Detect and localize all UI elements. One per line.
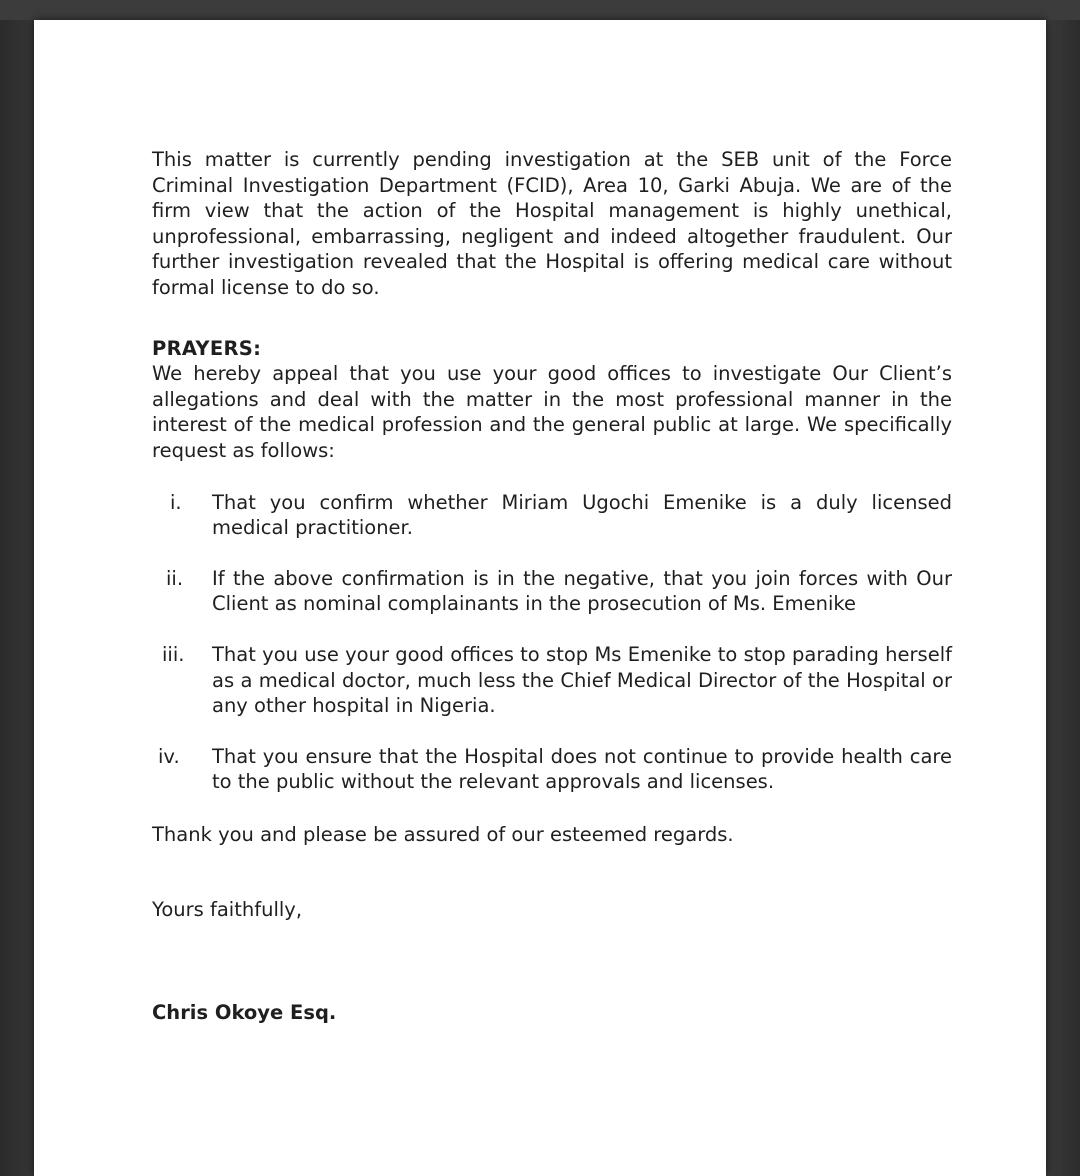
- closing-line: Thank you and please be assured of our esteemed regards.: [152, 822, 734, 846]
- prayers-heading: PRAYERS:: [152, 336, 262, 360]
- background-left: [0, 20, 34, 1176]
- request-list: [152, 490, 952, 795]
- list-item: [152, 566, 952, 617]
- list-item-number: ii.: [166, 566, 184, 590]
- list-item: [152, 642, 952, 719]
- list-item: [152, 490, 952, 541]
- list-item-number: iii.: [162, 642, 185, 666]
- background-right: [1046, 20, 1080, 1176]
- list-item: [152, 744, 952, 795]
- background-strip: [0, 0, 1080, 20]
- paragraph-appeal: We hereby appeal that you use your good offices to investigate Our Client’s allegations and deal with the matter in the most professional manner in the interest of the medical profession and the general public at large. We specifically request as follows:: [152, 362, 952, 462]
- list-item-number: iv.: [158, 744, 180, 768]
- list-item-number: i.: [170, 490, 182, 514]
- signoff: Yours faithfully,: [152, 898, 303, 922]
- paragraph-investigation: This matter is currently pending investigation at the SEB unit of the Force Criminal Investigation Department (FCID), Area 10, Garki Abuja. We are of the firm view that the action of the Hospital management is highly unethical, unprofessional, embarrassing, negligent and indeed altogether fraudulent. Our further investigation revealed that the Hospital is offering medical care without formal license to do so.: [152, 148, 952, 299]
- letter-body: [152, 147, 952, 1026]
- list-item-text: That you use your good offices to stop Ms Emenike to stop parading herself as a medical doctor, much less the Chief Medical Director of the Hospital or any other hospital in Nigeria.: [212, 642, 952, 718]
- document-page: [34, 20, 1046, 1176]
- list-item-text: That you ensure that the Hospital does not continue to provide health care to the public without the relevant approvals and licenses.: [212, 744, 952, 794]
- signature-name: Chris Okoye Esq.: [152, 1001, 337, 1025]
- list-item-text: If the above confirmation is in the negative, that you join forces with Our Client as nominal complainants in the prosecution of Ms. Emenike: [212, 566, 952, 616]
- list-item-text: That you confirm whether Miriam Ugochi Emenike is a duly licensed medical practitioner.: [212, 490, 952, 540]
